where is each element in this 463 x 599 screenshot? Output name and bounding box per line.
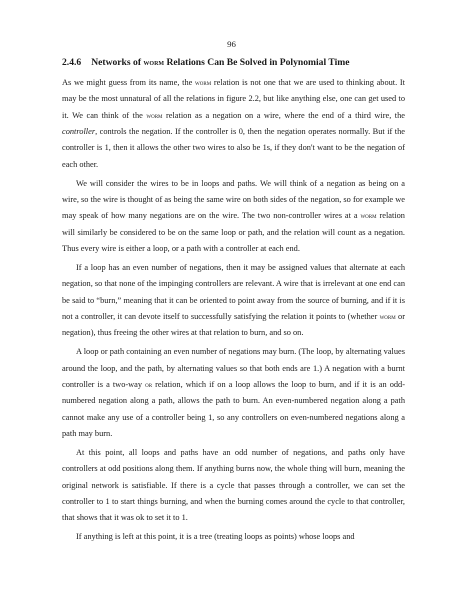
paragraph-4 — [62, 344, 405, 442]
section-title-smallcaps: worm — [143, 57, 165, 67]
paragraph-3 — [62, 260, 405, 342]
worm-term: worm — [379, 312, 396, 321]
paragraph-4-text-a: A loop or path containing an even number of negations may burn. (The loop, by alternating values around the loop, and the path, by alternating values so that both ends are 1.) A negation with a burnt controller is a two-way — [62, 347, 405, 389]
paragraph-2-text-a: We will consider the wires to be in loops and paths. We will think of a negation as being on a wire, so the wire is thought of as being the same wire on both sides of the negation, so for example we may speak of how many negations are on the wire. The two non-controller wires at a — [62, 178, 405, 221]
paragraph-1 — [62, 75, 405, 173]
section-number: 2.4.6 — [62, 57, 82, 68]
paragraph-4-text-c: relation, which if on a loop allows the loop to burn, and if it is an odd-numbered negation along a path, allows the path to burn. An even-numbered negation along a path cannot make any use of a controller being 1, so any controllers on even-numbered negations along a path may burn. — [62, 379, 405, 438]
page-number: 96 — [227, 39, 236, 49]
paragraph-2-text-c: relation will similarly be considered to be on the same loop or path, and the relation will count as a negation. Thus every wire is either a loop, or a path with a controller at each end. — [62, 211, 405, 254]
paragraph-1-text-e: relation as a negation on a wire, where the end of a third wire, the — [162, 110, 405, 120]
worm-term: worm — [195, 78, 212, 87]
paragraph-1-text-a: As we might guess from its name, the — [62, 78, 196, 87]
paragraph-1-text-g: , controls the negation. If the controller is 0, then the negation operates normally. But if the controller is 1, then it allows the other two wires to also be 1s, if they don't want to be the negation of each other. — [62, 127, 405, 169]
paragraph-6-text-a: If anything is left at this point, it is a tree (treating loops as points) whose loops and — [76, 532, 355, 542]
worm-term: worm — [360, 211, 377, 221]
paragraph-5 — [62, 445, 405, 527]
controller-term: controller — [62, 127, 96, 137]
paragraph-1-text-c: relation is not one that we are used to thinking about. It may be the most unnatural of all the relations in figure 2.2, but like anything else, one can get used to it. We can think of the — [62, 78, 405, 120]
section-heading — [62, 57, 407, 68]
paragraph-3-text-c: or negation), thus freeing the other wires at that relation to burn, and so on. — [62, 312, 405, 338]
paragraph-3-text-a: If a loop has an even number of negations, then it may be assigned values that alternate at each negation, so that none of the impinging controllers are relevant. A wire that is irrelevant at one end can be said to “burn,” meaning that it can be oriented to point away from the source of burning, and if it is not a controller, it can devote itself to successfully satisfying the relation it points to (whether — [62, 262, 405, 321]
section-title-part2: Relations Can Be Solved in Polynomial Time — [164, 57, 350, 68]
body-text — [62, 75, 405, 548]
paragraph-6 — [62, 529, 405, 545]
worm-term: worm — [146, 110, 163, 120]
or-term: or — [145, 379, 153, 389]
paragraph-2 — [62, 176, 405, 258]
section-title-part1: Networks of — [91, 57, 144, 68]
paragraph-5-text-a: At this point, all loops and paths have an odd number of negations, and paths only have controllers at odd positions along them. If anything burns now, the whole thing will burn, meaning the original network is satisfiable. If there is a cycle that passes through a controller, we can set the controller to 1 to start things burning, and when the burning comes around the cycle to that controller, that shows that it was ok to set it to 1. — [62, 447, 405, 523]
